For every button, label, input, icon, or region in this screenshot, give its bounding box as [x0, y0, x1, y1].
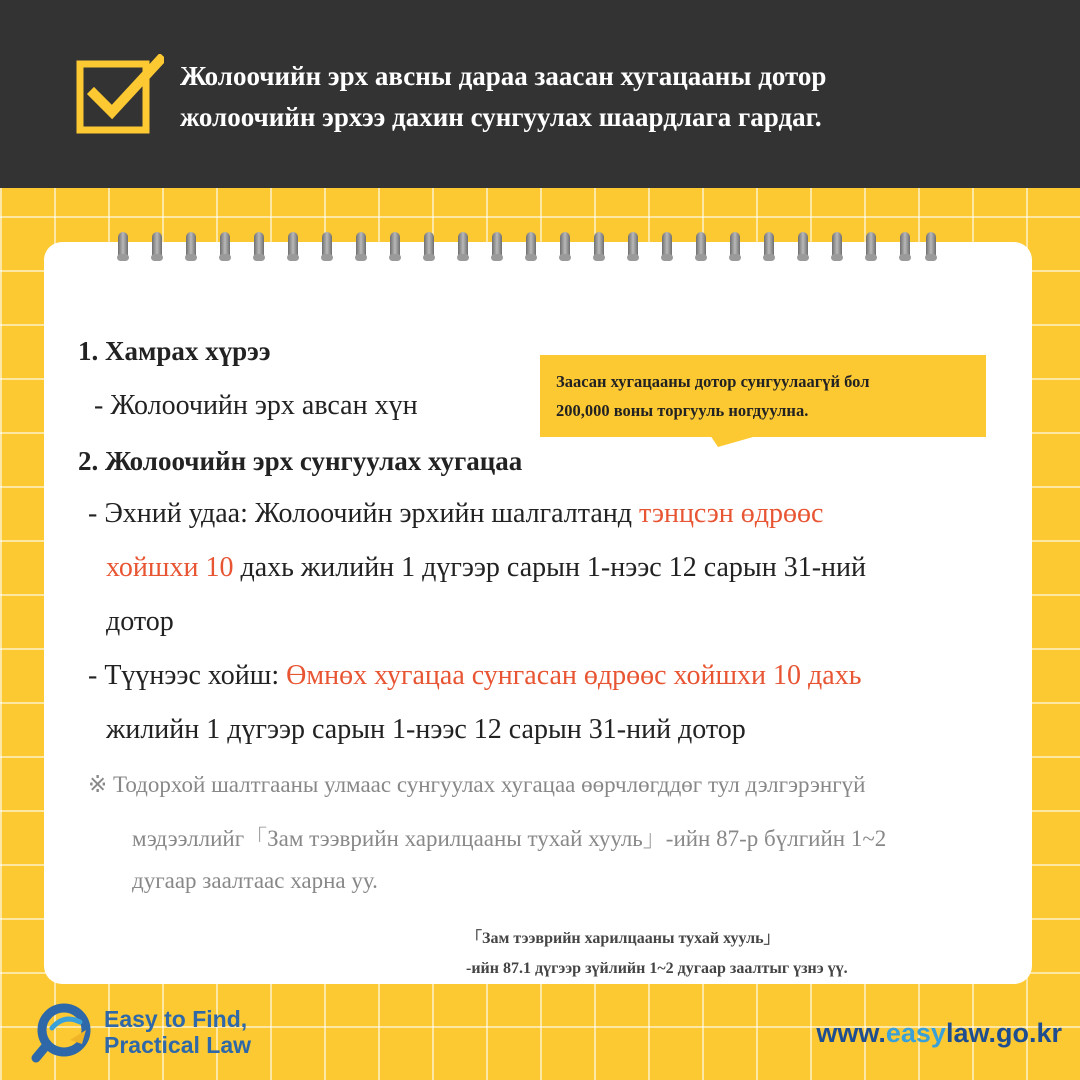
- period-after-prefix: - Түүнээс хойш:: [88, 660, 287, 691]
- binder-ring-icon: [832, 232, 842, 260]
- binder-ring-icon: [696, 232, 706, 260]
- callout-line2: 200,000 воны торгууль ногдуулна.: [556, 401, 809, 420]
- checkbox-check-icon: [76, 54, 164, 136]
- url-suffix: .go.kr: [988, 1018, 1062, 1048]
- binder-ring-icon: [458, 232, 468, 260]
- binder-ring-icon: [798, 232, 808, 260]
- period-first-rest: дахь жилийн 1 дүгээр сарын 1-нээс 12 сарын 31-ний: [233, 552, 866, 583]
- callout-line1: Заасан хугацааны дотор сунгуулаагүй бол: [556, 372, 870, 391]
- site-url-link[interactable]: [816, 1018, 1062, 1049]
- binder-ring-icon: [926, 232, 936, 260]
- period-first-line2: [106, 552, 866, 584]
- header-title-line2: жолоочийн эрхээ дахин сунгуулах шаардлага гардаг.: [180, 102, 822, 132]
- binder-rings: [118, 232, 938, 264]
- url-accent: easy: [885, 1018, 946, 1048]
- law-reference: [466, 924, 848, 984]
- binder-ring-icon: [220, 232, 230, 260]
- law-reference-line1: 「Зам тээврийн харилцааны тухай хууль」: [466, 930, 780, 947]
- period-after-line2: жилийн 1 дүгээр сарын 1-нээс 12 сарын 31-ний дотор: [106, 714, 746, 745]
- section1-title: 1. Хамрах хүрээ: [78, 336, 271, 366]
- binder-ring-icon: [492, 232, 502, 260]
- section2-title: 2. Жолоочийн эрх сунгуулах хугацаа: [78, 446, 523, 476]
- binder-ring-icon: [186, 232, 196, 260]
- binder-ring-icon: [390, 232, 400, 260]
- binder-ring-icon: [900, 232, 910, 260]
- period-first-highlight1: тэнцсэн өдрөөс: [639, 498, 824, 529]
- binder-ring-icon: [628, 232, 638, 260]
- logo-slogan-line2: Practical Law: [104, 1032, 252, 1058]
- period-first-highlight2: хойшхи 10: [106, 552, 234, 583]
- section1-item: - Жолоочийн эрх авсан хүн: [94, 390, 418, 421]
- binder-ring-icon: [594, 232, 604, 260]
- binder-ring-icon: [288, 232, 298, 260]
- binder-ring-icon: [152, 232, 162, 260]
- binder-ring-icon: [322, 232, 332, 260]
- fine-callout: [540, 355, 986, 437]
- header-title-line1: Жолоочийн эрх авсны дараа заасан хугацааны дотор: [180, 61, 827, 91]
- callout-text: [556, 367, 976, 425]
- law-reference-line2: -ийн 87.1 дүгээр зүйлийн 1~2 дугаар заалтыг үзнэ үү.: [466, 960, 848, 977]
- url-mid: law: [945, 1018, 989, 1048]
- period-first-line1: [88, 498, 823, 530]
- magnifier-logo-icon: [30, 1000, 100, 1064]
- header-banner: [0, 0, 1080, 188]
- binder-ring-icon: [662, 232, 672, 260]
- logo-slogan-line1: Easy to Find,: [104, 1006, 248, 1032]
- binder-ring-icon: [526, 232, 536, 260]
- binder-ring-icon: [560, 232, 570, 260]
- binder-ring-icon: [254, 232, 264, 260]
- period-after-highlight: Өмнөх хугацаа сунгасан өдрөөс хойшхи 10 дахь: [286, 660, 862, 691]
- period-after-line1: [88, 660, 861, 692]
- binder-ring-icon: [356, 232, 366, 260]
- period-first-line3: дотор: [106, 606, 174, 637]
- logo-slogan: [104, 1006, 251, 1058]
- binder-ring-icon: [118, 232, 128, 260]
- note-line3: дугаар заалтаас харна уу.: [132, 868, 378, 893]
- period-first-prefix: - Эхний удаа: Жолоочийн эрхийн шалгалтанд: [88, 498, 640, 529]
- url-prefix: www.: [816, 1018, 886, 1048]
- binder-ring-icon: [730, 232, 740, 260]
- header-title: [180, 56, 1060, 138]
- binder-ring-icon: [866, 232, 876, 260]
- callout-tail: [710, 435, 760, 447]
- note-line2: мэдээллийг「Зам тээврийн харилцааны тухай хууль」-ийн 87-р бүлгийн 1~2: [132, 826, 887, 851]
- note-line1: ※ Тодорхой шалтгааны улмаас сунгуулах хугацаа өөрчлөгддөг тул дэлгэрэнгүй: [88, 772, 866, 797]
- binder-ring-icon: [424, 232, 434, 260]
- binder-ring-icon: [764, 232, 774, 260]
